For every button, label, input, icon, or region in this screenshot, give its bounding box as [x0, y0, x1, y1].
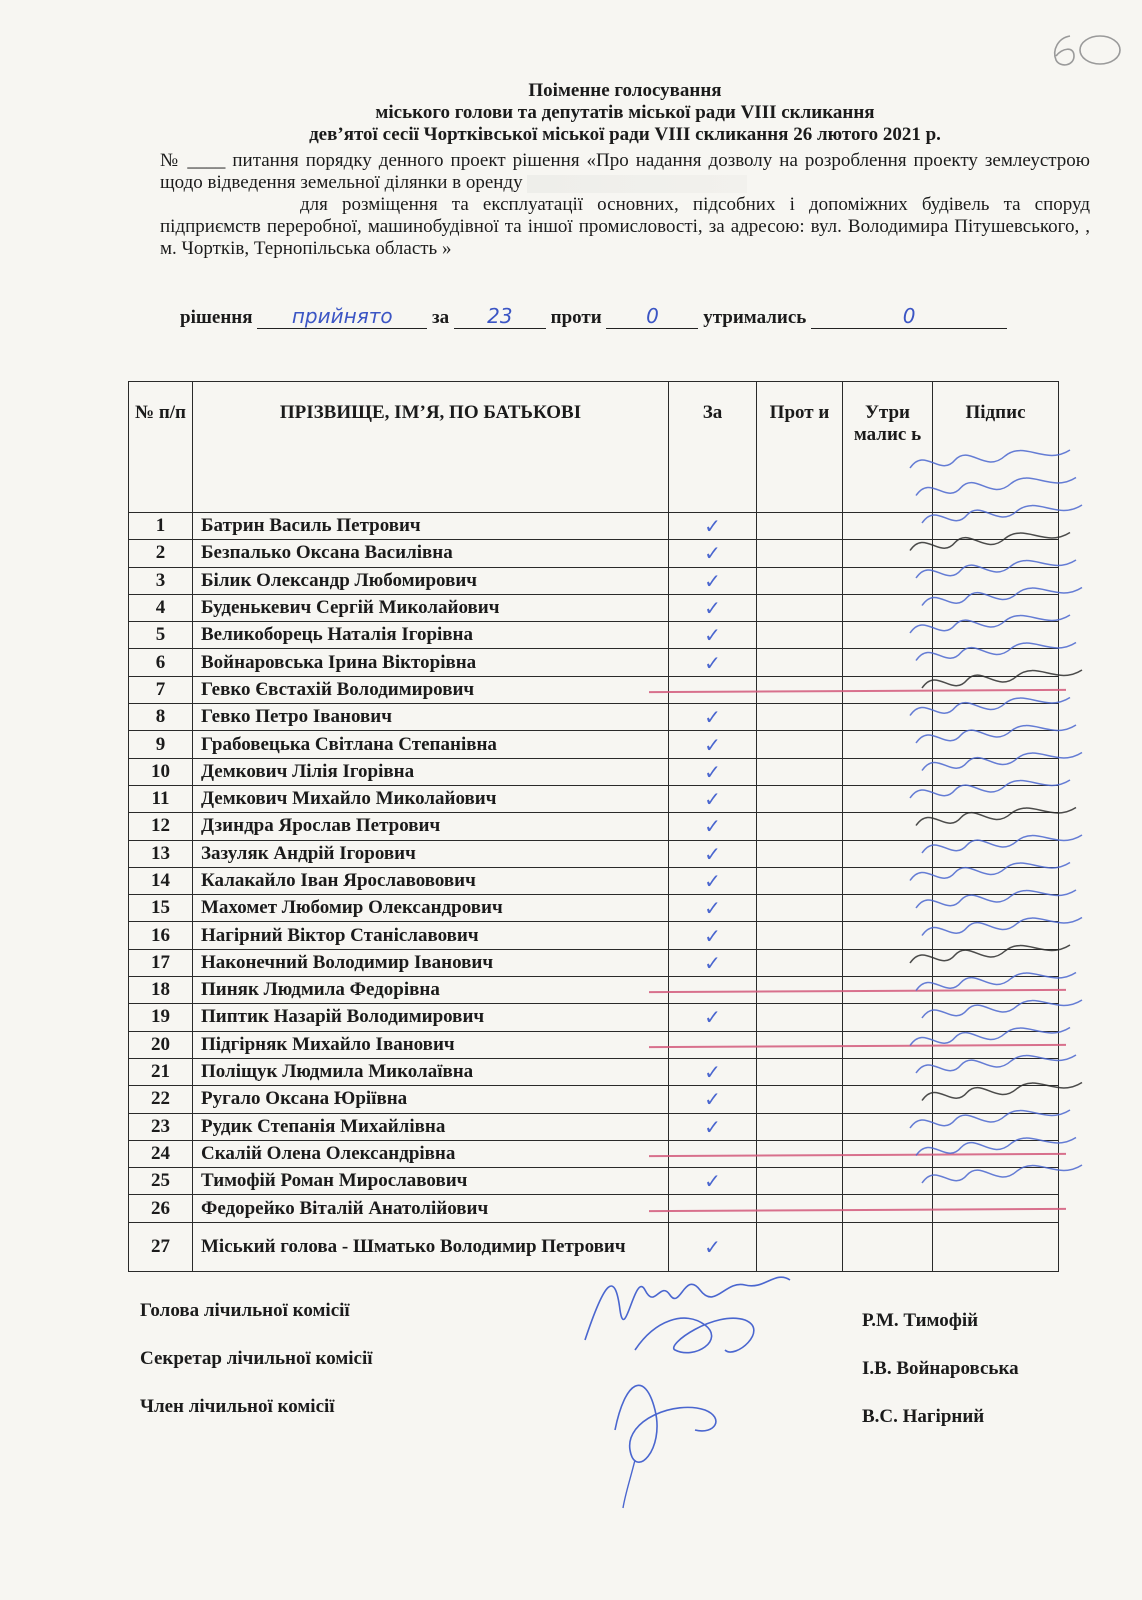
vote-abstain-cell — [843, 513, 933, 540]
table-row — [129, 567, 1059, 594]
vote-abstain-cell — [843, 785, 933, 812]
chair-role: Голова лічильної комісії — [140, 1300, 350, 1321]
header-abstain: Утри малис ь — [843, 382, 933, 513]
vote-for-cell — [669, 867, 757, 894]
signature-cell — [933, 594, 1059, 621]
vote-against-cell — [757, 895, 843, 922]
table-row — [129, 1113, 1059, 1140]
member-name: Буденькевич Сергій Миколайович — [193, 594, 669, 621]
question-part-2: для розміщення та експлуатації основних, підсобних і допоміжних будівель та споруд підприємств переробної, машинобудівної та іншої промисловості, за адресою: вул. Володимира Пітушевського, , м. Чортків, Тернопільська область » — [160, 194, 1090, 259]
signature-cell — [933, 895, 1059, 922]
vote-for-cell — [669, 540, 757, 567]
member-name: Демкович Михайло Миколайович — [193, 785, 669, 812]
row-number: 26 — [129, 1195, 193, 1222]
signature-cell — [933, 567, 1059, 594]
check-mark-icon: ✓ — [704, 568, 721, 593]
member-name: Зазуляк Андрій Ігорович — [193, 840, 669, 867]
signature-cell — [933, 1140, 1059, 1167]
row-number: 23 — [129, 1113, 193, 1140]
vote-against-cell — [757, 1086, 843, 1113]
row-number: 22 — [129, 1086, 193, 1113]
signature-cell — [933, 1031, 1059, 1058]
document-header — [160, 80, 1090, 260]
check-mark-icon: ✓ — [704, 732, 721, 757]
member-name: Нагірний Віктор Станіславович — [193, 922, 669, 949]
member-name: Демкович Лілія Ігорівна — [193, 758, 669, 785]
signature-cell — [933, 1113, 1059, 1140]
row-number: 15 — [129, 895, 193, 922]
row-number: 19 — [129, 1004, 193, 1031]
vote-against-cell — [757, 622, 843, 649]
commission-signatures — [575, 1250, 805, 1510]
signature-cell — [933, 758, 1059, 785]
vote-abstain-cell — [843, 622, 933, 649]
signature-cell — [933, 1168, 1059, 1195]
member-name: Рудик Степанія Михайлівна — [193, 1113, 669, 1140]
signature-cell — [933, 1058, 1059, 1085]
against-label: проти — [550, 307, 602, 328]
check-mark-icon: ✓ — [704, 869, 721, 893]
member-name: Наконечний Володимир Іванович — [193, 949, 669, 976]
against-count: 0 — [606, 304, 698, 329]
member-name: Гевко Петро Іванович — [193, 704, 669, 731]
vote-against-cell — [757, 540, 843, 567]
vote-abstain-cell — [843, 1222, 933, 1271]
signature-cell — [933, 785, 1059, 812]
vote-abstain-cell — [843, 1168, 933, 1195]
member-name: Пиптик Назарій Володимирович — [193, 1004, 669, 1031]
check-mark-icon: ✓ — [704, 514, 721, 539]
vote-against-cell — [757, 840, 843, 867]
check-mark-icon: ✓ — [704, 1087, 721, 1112]
vote-for-cell — [669, 758, 757, 785]
table-row — [129, 622, 1059, 649]
check-mark-icon: ✓ — [704, 950, 721, 975]
check-mark-icon: ✓ — [704, 1234, 721, 1259]
member-name: Дзиндра Ярослав Петрович — [193, 813, 669, 840]
check-mark-icon: ✓ — [704, 814, 721, 839]
check-mark-icon: ✓ — [704, 650, 721, 675]
signature-cell — [933, 676, 1059, 703]
vote-against-cell — [757, 649, 843, 676]
signature-cell — [933, 1086, 1059, 1113]
member-name: Тимофій Роман Мирославович — [193, 1168, 669, 1195]
vote-for-cell — [669, 1113, 757, 1140]
table-row — [129, 1195, 1059, 1222]
vote-against-cell — [757, 1113, 843, 1140]
member-name: Білик Олександр Любомирович — [193, 567, 669, 594]
member-name: Скалій Олена Олександрівна — [193, 1140, 669, 1167]
vote-against-cell — [757, 513, 843, 540]
row-number: 8 — [129, 704, 193, 731]
row-number: 17 — [129, 949, 193, 976]
row-number: 5 — [129, 622, 193, 649]
check-mark-icon: ✓ — [704, 1005, 721, 1030]
vote-against-cell — [757, 704, 843, 731]
secretary-role: Секретар лічильної комісії — [140, 1348, 373, 1369]
header-name: ПРІЗВИЩЕ, ІМ’Я, ПО БАТЬКОВІ — [193, 382, 669, 513]
vote-for-cell — [669, 949, 757, 976]
vote-abstain-cell — [843, 649, 933, 676]
row-number: 25 — [129, 1168, 193, 1195]
vote-abstain-cell — [843, 594, 933, 621]
vote-for-cell — [669, 567, 757, 594]
check-mark-icon: ✓ — [704, 923, 721, 948]
signature-cell — [933, 922, 1059, 949]
header-for: За — [669, 382, 757, 513]
vote-for-cell — [669, 1168, 757, 1195]
signature-cell — [933, 867, 1059, 894]
vote-for-cell — [669, 1140, 757, 1167]
vote-for-cell — [669, 594, 757, 621]
vote-for-cell — [669, 813, 757, 840]
signature-cell — [933, 731, 1059, 758]
table-row — [129, 1086, 1059, 1113]
vote-abstain-cell — [843, 895, 933, 922]
check-mark-icon: ✓ — [704, 787, 721, 812]
table-row — [129, 1031, 1059, 1058]
decision-label: рішення — [180, 307, 253, 328]
abstain-label: утримались — [703, 307, 807, 328]
decision-value: прийнято — [257, 304, 427, 329]
check-mark-icon: ✓ — [704, 596, 721, 621]
row-number: 20 — [129, 1031, 193, 1058]
table-row — [129, 977, 1059, 1004]
check-mark-icon: ✓ — [704, 896, 721, 921]
document-subtitle: міського голови та депутатів міської ради VIII скликання — [375, 102, 875, 123]
vote-for-cell — [669, 840, 757, 867]
vote-against-cell — [757, 594, 843, 621]
member-name: Федорейко Віталій Анатолійович — [193, 1195, 669, 1222]
signature-cell — [933, 949, 1059, 976]
check-mark-icon: ✓ — [704, 705, 721, 730]
row-number: 10 — [129, 758, 193, 785]
member-name: Поліщук Людмила Миколаївна — [193, 1058, 669, 1085]
vote-against-cell — [757, 1058, 843, 1085]
vote-abstain-cell — [843, 1086, 933, 1113]
vote-for-cell — [669, 704, 757, 731]
vote-against-cell — [757, 813, 843, 840]
table-row — [129, 676, 1059, 703]
vote-abstain-cell — [843, 567, 933, 594]
table-row — [129, 594, 1059, 621]
row-number: 4 — [129, 594, 193, 621]
check-mark-icon: ✓ — [704, 623, 721, 648]
member-role: Член лічильної комісії — [140, 1396, 335, 1417]
row-number: 3 — [129, 567, 193, 594]
vote-for-cell — [669, 1086, 757, 1113]
signature-cell — [933, 704, 1059, 731]
signature-cell — [933, 513, 1059, 540]
vote-for-cell — [669, 622, 757, 649]
table-row — [129, 813, 1059, 840]
vote-for-cell — [669, 922, 757, 949]
vote-abstain-cell — [843, 1113, 933, 1140]
table-row — [129, 840, 1059, 867]
table-row — [129, 704, 1059, 731]
header-against: Прот и — [757, 382, 843, 513]
vote-against-cell — [757, 758, 843, 785]
check-mark-icon: ✓ — [704, 759, 721, 784]
vote-against-cell — [757, 949, 843, 976]
signature-cell — [933, 813, 1059, 840]
table-row — [129, 540, 1059, 567]
table-row — [129, 1004, 1059, 1031]
row-number: 12 — [129, 813, 193, 840]
document-title: Поіменне голосування — [528, 80, 722, 101]
row-number: 14 — [129, 867, 193, 894]
vote-abstain-cell — [843, 813, 933, 840]
table-row — [129, 785, 1059, 812]
signature-cell — [933, 977, 1059, 1004]
row-number: 18 — [129, 977, 193, 1004]
table-row — [129, 922, 1059, 949]
check-mark-icon: ✓ — [704, 1169, 721, 1194]
agenda-question — [160, 150, 1090, 260]
member-name: Безпалько Оксана Василівна — [193, 540, 669, 567]
vote-for-cell — [669, 649, 757, 676]
row-number: 16 — [129, 922, 193, 949]
for-label: за — [432, 307, 450, 328]
signature-cell — [933, 540, 1059, 567]
table-header-row — [129, 382, 1059, 513]
signature-cell — [933, 1195, 1059, 1222]
vote-against-cell — [757, 785, 843, 812]
vote-against-cell — [757, 1168, 843, 1195]
member-name: Ругало Оксана Юріївна — [193, 1086, 669, 1113]
abstain-count: 0 — [811, 304, 1007, 329]
vote-for-cell — [669, 513, 757, 540]
header-num: № п/п — [129, 382, 193, 513]
vote-for-cell — [669, 895, 757, 922]
member-name: Підгірняк Михайло Іванович — [193, 1031, 669, 1058]
table-row — [129, 1168, 1059, 1195]
member-name: Махомет Любомир Олександрович — [193, 895, 669, 922]
row-number: 6 — [129, 649, 193, 676]
member-name: Гевко Євстахій Володимирович — [193, 676, 669, 703]
for-count: 23 — [454, 304, 546, 329]
vote-against-cell — [757, 567, 843, 594]
vote-for-cell — [669, 977, 757, 1004]
row-number: 21 — [129, 1058, 193, 1085]
signature-cell — [933, 1004, 1059, 1031]
table-row — [129, 949, 1059, 976]
page-number-mark — [1040, 28, 1130, 72]
signature-cell — [933, 1222, 1059, 1271]
member-name: Грабовецька Світлана Степанівна — [193, 731, 669, 758]
row-number: 27 — [129, 1222, 193, 1271]
signature-cell — [933, 622, 1059, 649]
row-number: 1 — [129, 513, 193, 540]
check-mark-icon: ✓ — [704, 841, 721, 866]
member-name: Калакайло Іван Ярославовович — [193, 867, 669, 894]
vote-for-cell — [669, 1031, 757, 1058]
session-line: дев’ятої сесії Чортківської міської ради VIII скликання 26 лютого 2021 р. — [309, 124, 941, 145]
vote-abstain-cell — [843, 840, 933, 867]
vote-abstain-cell — [843, 1004, 933, 1031]
redacted-blank — [527, 175, 747, 193]
voting-table — [128, 381, 1059, 1272]
vote-abstain-cell — [843, 949, 933, 976]
row-number: 11 — [129, 785, 193, 812]
chair-name: Р.М. Тимофій — [862, 1310, 979, 1331]
vote-against-cell — [757, 1004, 843, 1031]
row-number: 24 — [129, 1140, 193, 1167]
check-mark-icon: ✓ — [704, 1114, 721, 1139]
secretary-name: І.В. Войнаровська — [862, 1358, 1019, 1379]
row-number: 2 — [129, 540, 193, 567]
question-part-1: № ____ питання порядку денного проект рішення «Про надання дозволу на розроблення проекту землеустрою щодо відведення земельної ділянки в оренду — [160, 150, 1090, 193]
table-row — [129, 731, 1059, 758]
vote-abstain-cell — [843, 922, 933, 949]
vote-abstain-cell — [843, 867, 933, 894]
vote-for-cell — [669, 1058, 757, 1085]
vote-abstain-cell — [843, 540, 933, 567]
row-number: 7 — [129, 676, 193, 703]
vote-abstain-cell — [843, 704, 933, 731]
table-row — [129, 867, 1059, 894]
member-name: Войнаровська Ірина Вікторівна — [193, 649, 669, 676]
table-row — [129, 1140, 1059, 1167]
check-mark-icon: ✓ — [704, 541, 721, 566]
vote-for-cell — [669, 1195, 757, 1222]
header-signature: Підпис — [933, 382, 1059, 513]
vote-for-cell — [669, 731, 757, 758]
decision-summary — [180, 304, 1080, 329]
vote-against-cell — [757, 867, 843, 894]
vote-for-cell — [669, 1004, 757, 1031]
table-row — [129, 895, 1059, 922]
member-name: Пиняк Людмила Федорівна — [193, 977, 669, 1004]
table-row — [129, 649, 1059, 676]
vote-abstain-cell — [843, 1058, 933, 1085]
vote-against-cell — [757, 731, 843, 758]
row-number: 13 — [129, 840, 193, 867]
table-row — [129, 758, 1059, 785]
table-row — [129, 1058, 1059, 1085]
member-name: В.С. Нагірний — [862, 1406, 985, 1427]
check-mark-icon: ✓ — [704, 1060, 721, 1085]
member-name: Батрин Василь Петрович — [193, 513, 669, 540]
signature-cell — [933, 649, 1059, 676]
member-name: Міський голова - Шматько Володимир Петрович — [193, 1222, 669, 1271]
vote-abstain-cell — [843, 731, 933, 758]
vote-abstain-cell — [843, 758, 933, 785]
table-row — [129, 513, 1059, 540]
vote-for-cell — [669, 676, 757, 703]
vote-for-cell — [669, 785, 757, 812]
signature-cell — [933, 840, 1059, 867]
row-number: 9 — [129, 731, 193, 758]
vote-against-cell — [757, 922, 843, 949]
member-name: Великоборець Наталія Ігорівна — [193, 622, 669, 649]
